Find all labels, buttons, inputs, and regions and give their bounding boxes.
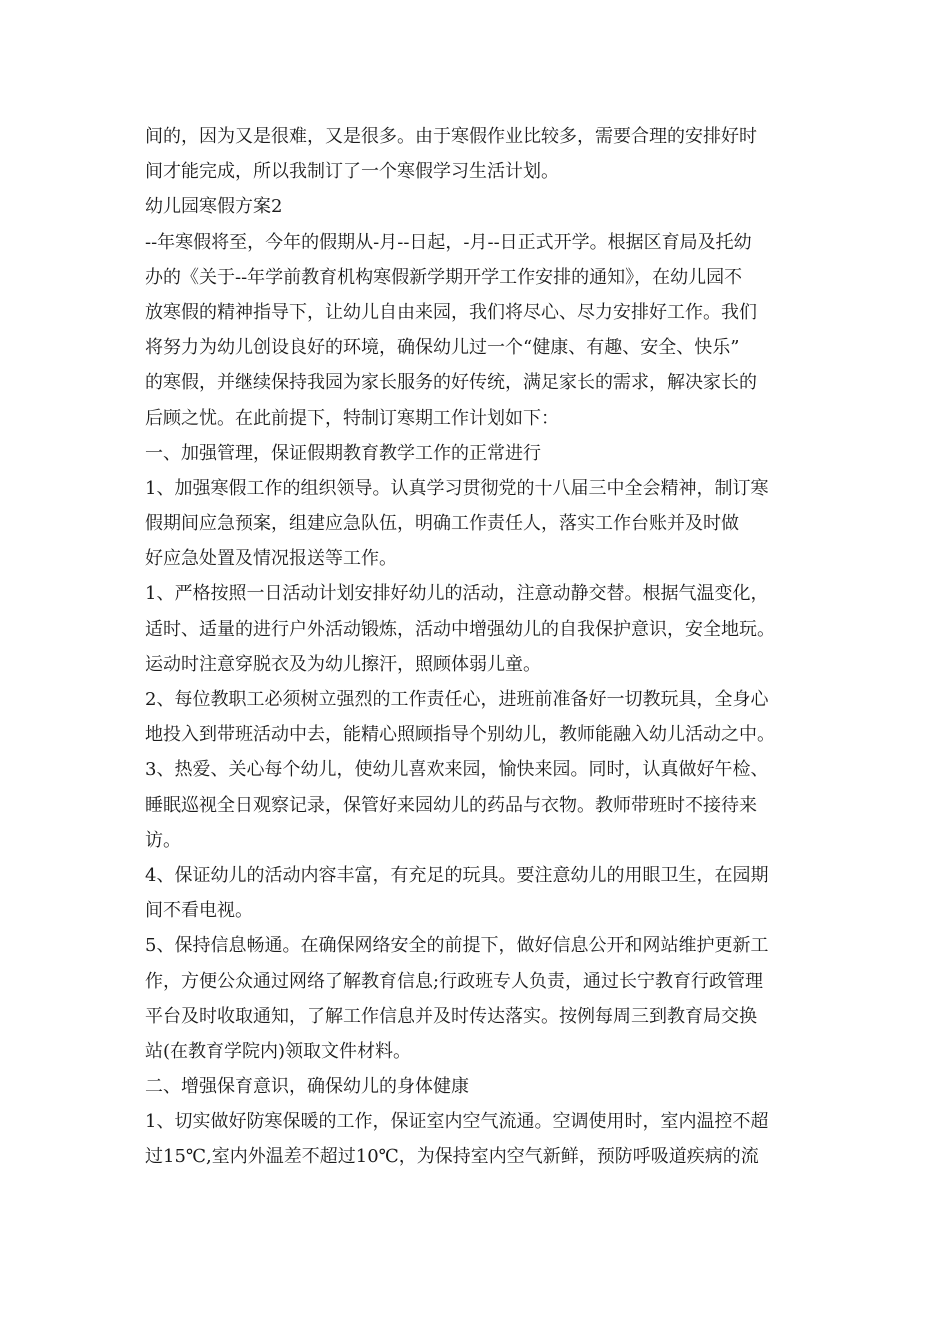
text-line: 的寒假，并继续保持我园为家长服务的好传统，满足家长的需求，解决家长的: [145, 372, 757, 394]
text-line: --年寒假将至，今年的假期从-月--日起，-月--日正式开学。根据区育局及托幼: [145, 231, 752, 253]
text-line: 适时、适量的进行户外活动锻炼，活动中增强幼儿的自我保护意识，安全地玩。: [145, 618, 775, 640]
text-line: 1、切实做好防寒保暖的工作，保证室内空气流通。空调使用时，室内温控不超: [145, 1111, 769, 1133]
text-line: 好应急处置及情况报送等工作。: [145, 548, 397, 570]
text-line: 运动时注意穿脱衣及为幼儿擦汗，照顾体弱儿童。: [145, 653, 541, 675]
text-line: 3、热爱、关心每个幼儿，使幼儿喜欢来园，愉快来园。同时，认真做好午检、: [145, 759, 769, 781]
text-line: 过15℃,室内外温差不超过10℃，为保持室内空气新鲜，预防呼吸道疾病的流: [145, 1146, 759, 1168]
text-line: 后顾之忧。在此前提下，特制订寒期工作计划如下：: [145, 407, 559, 429]
text-line: 办的《关于--年学前教育机构寒假新学期开学工作安排的通知》，在幼儿园不: [145, 266, 743, 288]
text-line: 间才能完成，所以我制订了一个寒假学习生活计划。: [145, 161, 559, 183]
text-line: 1、严格按照一日活动计划安排好幼儿的活动，注意动静交替。根据气温变化，: [145, 583, 769, 605]
text-line: 间的，因为又是很难，又是很多。由于寒假作业比较多，需要合理的安排好时: [145, 126, 757, 147]
text-line: 一、加强管理，保证假期教育教学工作的正常进行: [145, 442, 541, 464]
text-line: 二、增强保育意识，确保幼儿的身体健康: [145, 1076, 469, 1098]
text-line: 作，方便公众通过网络了解教育信息;行政班专人负责，通过长宁教育行政管理: [145, 970, 764, 992]
text-line: 5、保持信息畅通。在确保网络安全的前提下，做好信息公开和网站维护更新工: [145, 935, 769, 957]
text-line: 放寒假的精神指导下，让幼儿自由来园，我们将尽心、尽力安排好工作。我们: [145, 301, 757, 323]
text-line: 平台及时收取通知，了解工作信息并及时传达落实。按例每周三到教育局交换: [145, 1005, 757, 1027]
body-text: [145, 119, 835, 1175]
text-line: 访。: [145, 829, 181, 851]
text-line: 4、保证幼儿的活动内容丰富，有充足的玩具。要注意幼儿的用眼卫生，在园期: [145, 864, 769, 886]
text-line: 站(在教育学院内)领取文件材料。: [145, 1040, 412, 1062]
text-line: 将努力为幼儿创设良好的环境，确保幼儿过一个“健康、有趣、安全、快乐”: [145, 337, 740, 359]
text-line: 地投入到带班活动中去，能精心照顾指导个别幼儿，教师能融入幼儿活动之中。: [145, 724, 775, 746]
text-line: 1、加强寒假工作的组织领导。认真学习贯彻党的十八届三中全会精神，制订寒: [145, 477, 769, 499]
text-line: 2、每位教职工必须树立强烈的工作责任心，进班前准备好一切教玩具，全身心: [145, 689, 769, 710]
text-line: 假期间应急预案，组建应急队伍，明确工作责任人，落实工作台账并及时做: [145, 513, 739, 535]
text-line: 间不看电视。: [145, 900, 253, 922]
text-line: 睡眠巡视全日观察记录，保管好来园幼儿的药品与衣物。教师带班时不接待来: [145, 794, 757, 816]
text-line: 幼儿园寒假方案2: [145, 196, 283, 218]
